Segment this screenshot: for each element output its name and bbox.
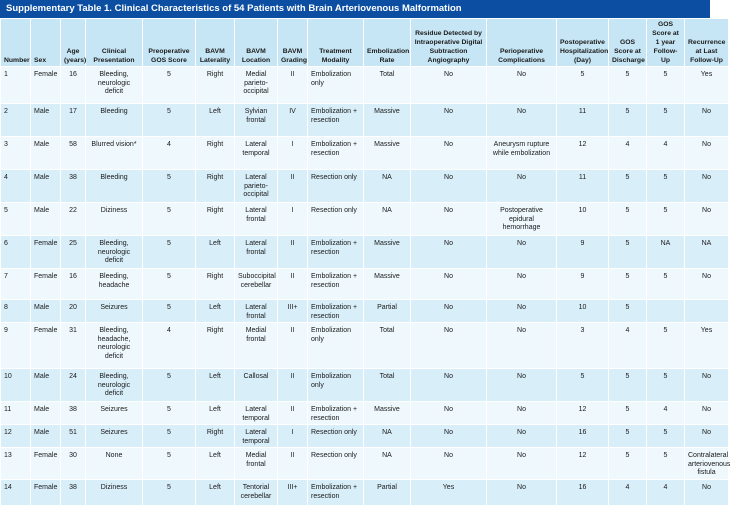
table-body xyxy=(1,67,729,506)
cell-complications: No xyxy=(487,104,557,137)
cell-recurrence: Contralateral arteriovenous fistula xyxy=(685,448,729,480)
cell-gos-followup: 5 xyxy=(647,425,685,448)
cell-number: 12 xyxy=(1,425,31,448)
cell-laterality: Right xyxy=(196,137,235,170)
cell-complications: No xyxy=(487,67,557,104)
cell-residue: No xyxy=(411,104,487,137)
cell-grading: II xyxy=(278,323,308,369)
cell-gos-discharge: 5 xyxy=(609,300,647,323)
cell-hospitalization: 3 xyxy=(557,323,609,369)
cell-gos-followup: 5 xyxy=(647,203,685,236)
cell-grading: II xyxy=(278,170,308,203)
cell-recurrence: No xyxy=(685,170,729,203)
table-row xyxy=(1,236,729,269)
cell-clinical-presentation: Bleeding, neurologic deficit xyxy=(86,67,143,104)
cell-hospitalization: 12 xyxy=(557,448,609,480)
table-row xyxy=(1,300,729,323)
cell-location: Suboccipital cerebellar xyxy=(235,269,278,300)
cell-preop-gos: 5 xyxy=(143,269,196,300)
cell-preop-gos: 5 xyxy=(143,425,196,448)
cell-complications: No xyxy=(487,170,557,203)
table-row xyxy=(1,480,729,506)
cell-age: 38 xyxy=(61,480,86,506)
cell-laterality: Left xyxy=(196,402,235,425)
cell-location: Tentorial cerebellar xyxy=(235,480,278,506)
cell-clinical-presentation: None xyxy=(86,448,143,480)
table-row xyxy=(1,448,729,480)
cell-preop-gos: 5 xyxy=(143,448,196,480)
cell-gos-followup: 4 xyxy=(647,402,685,425)
cell-clinical-presentation: Seizures xyxy=(86,300,143,323)
cell-residue: No xyxy=(411,236,487,269)
cell-age: 24 xyxy=(61,369,86,402)
cell-hospitalization: 12 xyxy=(557,137,609,170)
cell-recurrence: No xyxy=(685,425,729,448)
column-header: Recurrence at Last Follow-Up xyxy=(685,19,729,67)
cell-residue: No xyxy=(411,300,487,323)
cell-location: Medial parieto-occipital xyxy=(235,67,278,104)
column-header: Embolization Rate xyxy=(364,19,411,67)
cell-hospitalization: 11 xyxy=(557,104,609,137)
cell-gos-followup: 5 xyxy=(647,269,685,300)
cell-sex: Male xyxy=(31,425,61,448)
cell-preop-gos: 4 xyxy=(143,137,196,170)
column-header: GOS Score at Discharge xyxy=(609,19,647,67)
cell-age: 30 xyxy=(61,448,86,480)
cell-age: 25 xyxy=(61,236,86,269)
cell-grading: II xyxy=(278,369,308,402)
table-row xyxy=(1,369,729,402)
cell-gos-followup: 5 xyxy=(647,170,685,203)
cell-age: 16 xyxy=(61,269,86,300)
cell-recurrence: NA xyxy=(685,236,729,269)
cell-number: 13 xyxy=(1,448,31,480)
column-header: Postoperative Hospitalization (Day) xyxy=(557,19,609,67)
cell-residue: No xyxy=(411,369,487,402)
cell-embolization-rate: Massive xyxy=(364,402,411,425)
cell-treatment: Resection only xyxy=(308,203,364,236)
cell-gos-discharge: 5 xyxy=(609,369,647,402)
cell-age: 31 xyxy=(61,323,86,369)
cell-gos-followup: 5 xyxy=(647,323,685,369)
cell-sex: Male xyxy=(31,300,61,323)
cell-embolization-rate: Partial xyxy=(364,480,411,506)
cell-complications: No xyxy=(487,402,557,425)
cell-hospitalization: 11 xyxy=(557,170,609,203)
cell-grading: II xyxy=(278,402,308,425)
table-title: Supplementary Table 1. Clinical Characteristics of 54 Patients with Brain Arteriovenous Malformation xyxy=(0,0,710,18)
column-header: BAVM Grading xyxy=(278,19,308,67)
cell-hospitalization: 5 xyxy=(557,369,609,402)
cell-grading: I xyxy=(278,203,308,236)
column-header: Treatment Modality xyxy=(308,19,364,67)
cell-preop-gos: 5 xyxy=(143,369,196,402)
cell-preop-gos: 5 xyxy=(143,104,196,137)
column-header: Number xyxy=(1,19,31,67)
cell-treatment: Embolization only xyxy=(308,67,364,104)
cell-treatment: Embolization + resection xyxy=(308,480,364,506)
cell-clinical-presentation: Bleeding, neurologic deficit xyxy=(86,236,143,269)
cell-grading: II xyxy=(278,236,308,269)
cell-complications: No xyxy=(487,425,557,448)
cell-gos-followup: 5 xyxy=(647,369,685,402)
cell-age: 20 xyxy=(61,300,86,323)
cell-clinical-presentation: Bleeding, headache xyxy=(86,269,143,300)
cell-location: Lateral temporal xyxy=(235,425,278,448)
cell-location: Lateral frontal xyxy=(235,203,278,236)
cell-clinical-presentation: Bleeding xyxy=(86,170,143,203)
cell-complications: No xyxy=(487,369,557,402)
table-row xyxy=(1,104,729,137)
cell-recurrence xyxy=(685,300,729,323)
column-header: Sex xyxy=(31,19,61,67)
cell-laterality: Right xyxy=(196,203,235,236)
cell-number: 5 xyxy=(1,203,31,236)
cell-embolization-rate: NA xyxy=(364,203,411,236)
cell-preop-gos: 5 xyxy=(143,300,196,323)
cell-embolization-rate: Total xyxy=(364,323,411,369)
cell-gos-discharge: 4 xyxy=(609,323,647,369)
cell-gos-discharge: 5 xyxy=(609,448,647,480)
cell-hospitalization: 16 xyxy=(557,480,609,506)
cell-clinical-presentation: Bleeding, neurologic deficit xyxy=(86,369,143,402)
cell-sex: Female xyxy=(31,269,61,300)
cell-gos-followup xyxy=(647,300,685,323)
cell-sex: Male xyxy=(31,170,61,203)
cell-laterality: Left xyxy=(196,236,235,269)
cell-laterality: Right xyxy=(196,170,235,203)
cell-location: Lateral parieto-occipital xyxy=(235,170,278,203)
cell-hospitalization: 9 xyxy=(557,269,609,300)
cell-age: 58 xyxy=(61,137,86,170)
cell-gos-discharge: 5 xyxy=(609,170,647,203)
cell-location: Sylvian frontal xyxy=(235,104,278,137)
cell-grading: III+ xyxy=(278,300,308,323)
cell-sex: Female xyxy=(31,480,61,506)
column-header: Clinical Presentation xyxy=(86,19,143,67)
cell-gos-discharge: 4 xyxy=(609,137,647,170)
cell-residue: No xyxy=(411,137,487,170)
cell-complications: Postoperative epidural hemorrhage xyxy=(487,203,557,236)
cell-grading: I xyxy=(278,137,308,170)
column-header: GOS Score at 1 year Follow-Up xyxy=(647,19,685,67)
cell-laterality: Left xyxy=(196,448,235,480)
cell-treatment: Embolization + resection xyxy=(308,137,364,170)
clinical-characteristics-table xyxy=(0,18,729,506)
cell-hospitalization: 12 xyxy=(557,402,609,425)
table-row xyxy=(1,269,729,300)
cell-clinical-presentation: Diziness xyxy=(86,480,143,506)
cell-number: 9 xyxy=(1,323,31,369)
cell-clinical-presentation: Bleeding xyxy=(86,104,143,137)
cell-number: 10 xyxy=(1,369,31,402)
cell-embolization-rate: NA xyxy=(364,425,411,448)
cell-number: 4 xyxy=(1,170,31,203)
cell-treatment: Embolization only xyxy=(308,323,364,369)
cell-laterality: Right xyxy=(196,67,235,104)
cell-embolization-rate: NA xyxy=(364,170,411,203)
cell-complications: No xyxy=(487,300,557,323)
cell-number: 11 xyxy=(1,402,31,425)
cell-grading: III+ xyxy=(278,480,308,506)
cell-hospitalization: 9 xyxy=(557,236,609,269)
cell-recurrence: No xyxy=(685,203,729,236)
cell-age: 17 xyxy=(61,104,86,137)
cell-location: Callosal xyxy=(235,369,278,402)
cell-laterality: Left xyxy=(196,369,235,402)
cell-laterality: Left xyxy=(196,104,235,137)
cell-gos-discharge: 5 xyxy=(609,104,647,137)
cell-gos-followup: 4 xyxy=(647,480,685,506)
cell-clinical-presentation: Bleeding, headache, neurologic deficit xyxy=(86,323,143,369)
cell-sex: Male xyxy=(31,369,61,402)
cell-gos-followup: 5 xyxy=(647,104,685,137)
cell-embolization-rate: Massive xyxy=(364,137,411,170)
cell-embolization-rate: Massive xyxy=(364,269,411,300)
cell-preop-gos: 5 xyxy=(143,402,196,425)
cell-residue: No xyxy=(411,402,487,425)
cell-number: 2 xyxy=(1,104,31,137)
cell-treatment: Resection only xyxy=(308,170,364,203)
cell-location: Lateral frontal xyxy=(235,300,278,323)
cell-sex: Male xyxy=(31,137,61,170)
cell-number: 7 xyxy=(1,269,31,300)
cell-age: 38 xyxy=(61,402,86,425)
header-row xyxy=(1,19,729,67)
cell-embolization-rate: Massive xyxy=(364,236,411,269)
cell-treatment: Resection only xyxy=(308,448,364,480)
cell-recurrence: No xyxy=(685,369,729,402)
cell-gos-discharge: 4 xyxy=(609,480,647,506)
cell-preop-gos: 5 xyxy=(143,236,196,269)
cell-hospitalization: 5 xyxy=(557,67,609,104)
cell-residue: No xyxy=(411,323,487,369)
cell-complications: Aneurysm rupture while embolization xyxy=(487,137,557,170)
cell-complications: No xyxy=(487,323,557,369)
cell-laterality: Right xyxy=(196,323,235,369)
cell-location: Lateral temporal xyxy=(235,402,278,425)
column-header: Preoperative GOS Score xyxy=(143,19,196,67)
cell-gos-discharge: 5 xyxy=(609,203,647,236)
cell-sex: Male xyxy=(31,104,61,137)
cell-residue: No xyxy=(411,448,487,480)
cell-location: Lateral temporal xyxy=(235,137,278,170)
cell-embolization-rate: NA xyxy=(364,448,411,480)
cell-complications: No xyxy=(487,448,557,480)
table-row xyxy=(1,137,729,170)
cell-treatment: Embolization + resection xyxy=(308,236,364,269)
cell-laterality: Right xyxy=(196,269,235,300)
column-header: Perioperative Complications xyxy=(487,19,557,67)
cell-age: 16 xyxy=(61,67,86,104)
cell-preop-gos: 4 xyxy=(143,323,196,369)
cell-recurrence: No xyxy=(685,137,729,170)
cell-sex: Female xyxy=(31,67,61,104)
cell-treatment: Embolization + resection xyxy=(308,269,364,300)
cell-treatment: Embolization + resection xyxy=(308,402,364,425)
cell-recurrence: No xyxy=(685,402,729,425)
cell-laterality: Left xyxy=(196,300,235,323)
cell-clinical-presentation: Seizures xyxy=(86,402,143,425)
cell-hospitalization: 16 xyxy=(557,425,609,448)
cell-number: 1 xyxy=(1,67,31,104)
cell-preop-gos: 5 xyxy=(143,170,196,203)
cell-age: 22 xyxy=(61,203,86,236)
cell-treatment: Embolization + resection xyxy=(308,104,364,137)
cell-sex: Female xyxy=(31,236,61,269)
cell-recurrence: No xyxy=(685,269,729,300)
cell-hospitalization: 10 xyxy=(557,300,609,323)
cell-number: 6 xyxy=(1,236,31,269)
cell-grading: II xyxy=(278,448,308,480)
cell-embolization-rate: Massive xyxy=(364,104,411,137)
cell-embolization-rate: Total xyxy=(364,369,411,402)
cell-gos-discharge: 5 xyxy=(609,402,647,425)
table-row xyxy=(1,323,729,369)
cell-grading: II xyxy=(278,269,308,300)
cell-complications: No xyxy=(487,480,557,506)
column-header: BAVM Location xyxy=(235,19,278,67)
cell-number: 8 xyxy=(1,300,31,323)
cell-laterality: Left xyxy=(196,480,235,506)
cell-gos-followup: 5 xyxy=(647,448,685,480)
cell-laterality: Right xyxy=(196,425,235,448)
cell-hospitalization: 10 xyxy=(557,203,609,236)
cell-embolization-rate: Total xyxy=(364,67,411,104)
cell-sex: Female xyxy=(31,323,61,369)
cell-residue: No xyxy=(411,170,487,203)
cell-clinical-presentation: Blurred vision* xyxy=(86,137,143,170)
cell-grading: II xyxy=(278,67,308,104)
column-header: Age (years) xyxy=(61,19,86,67)
cell-location: Medial frontal xyxy=(235,448,278,480)
cell-number: 3 xyxy=(1,137,31,170)
cell-location: Lateral frontal xyxy=(235,236,278,269)
cell-age: 51 xyxy=(61,425,86,448)
cell-preop-gos: 5 xyxy=(143,67,196,104)
table-row xyxy=(1,67,729,104)
cell-complications: No xyxy=(487,269,557,300)
cell-sex: Male xyxy=(31,402,61,425)
cell-gos-followup: 5 xyxy=(647,67,685,104)
cell-gos-discharge: 5 xyxy=(609,425,647,448)
cell-treatment: Resection only xyxy=(308,425,364,448)
cell-residue: No xyxy=(411,425,487,448)
table-row xyxy=(1,402,729,425)
cell-grading: I xyxy=(278,425,308,448)
cell-preop-gos: 5 xyxy=(143,480,196,506)
cell-treatment: Embolization only xyxy=(308,369,364,402)
table-row xyxy=(1,170,729,203)
cell-treatment: Embolization + resection xyxy=(308,300,364,323)
column-header: BAVM Laterality xyxy=(196,19,235,67)
cell-residue: No xyxy=(411,203,487,236)
cell-gos-discharge: 5 xyxy=(609,67,647,104)
cell-gos-discharge: 5 xyxy=(609,236,647,269)
cell-embolization-rate: Partial xyxy=(364,300,411,323)
cell-complications: No xyxy=(487,236,557,269)
cell-recurrence: No xyxy=(685,480,729,506)
cell-residue: Yes xyxy=(411,480,487,506)
cell-grading: IV xyxy=(278,104,308,137)
cell-gos-followup: 4 xyxy=(647,137,685,170)
cell-preop-gos: 5 xyxy=(143,203,196,236)
cell-residue: No xyxy=(411,67,487,104)
column-header: Residue Detected by Intraoperative Digital Subtraction Angiography xyxy=(411,19,487,67)
table-row xyxy=(1,425,729,448)
cell-number: 14 xyxy=(1,480,31,506)
cell-age: 38 xyxy=(61,170,86,203)
cell-recurrence: Yes xyxy=(685,67,729,104)
cell-recurrence: Yes xyxy=(685,323,729,369)
cell-gos-followup: NA xyxy=(647,236,685,269)
cell-clinical-presentation: Seizures xyxy=(86,425,143,448)
cell-sex: Female xyxy=(31,448,61,480)
cell-gos-discharge: 5 xyxy=(609,269,647,300)
table-row xyxy=(1,203,729,236)
cell-location: Medial frontal xyxy=(235,323,278,369)
cell-residue: No xyxy=(411,269,487,300)
cell-clinical-presentation: Diziness xyxy=(86,203,143,236)
cell-sex: Male xyxy=(31,203,61,236)
cell-recurrence: No xyxy=(685,104,729,137)
